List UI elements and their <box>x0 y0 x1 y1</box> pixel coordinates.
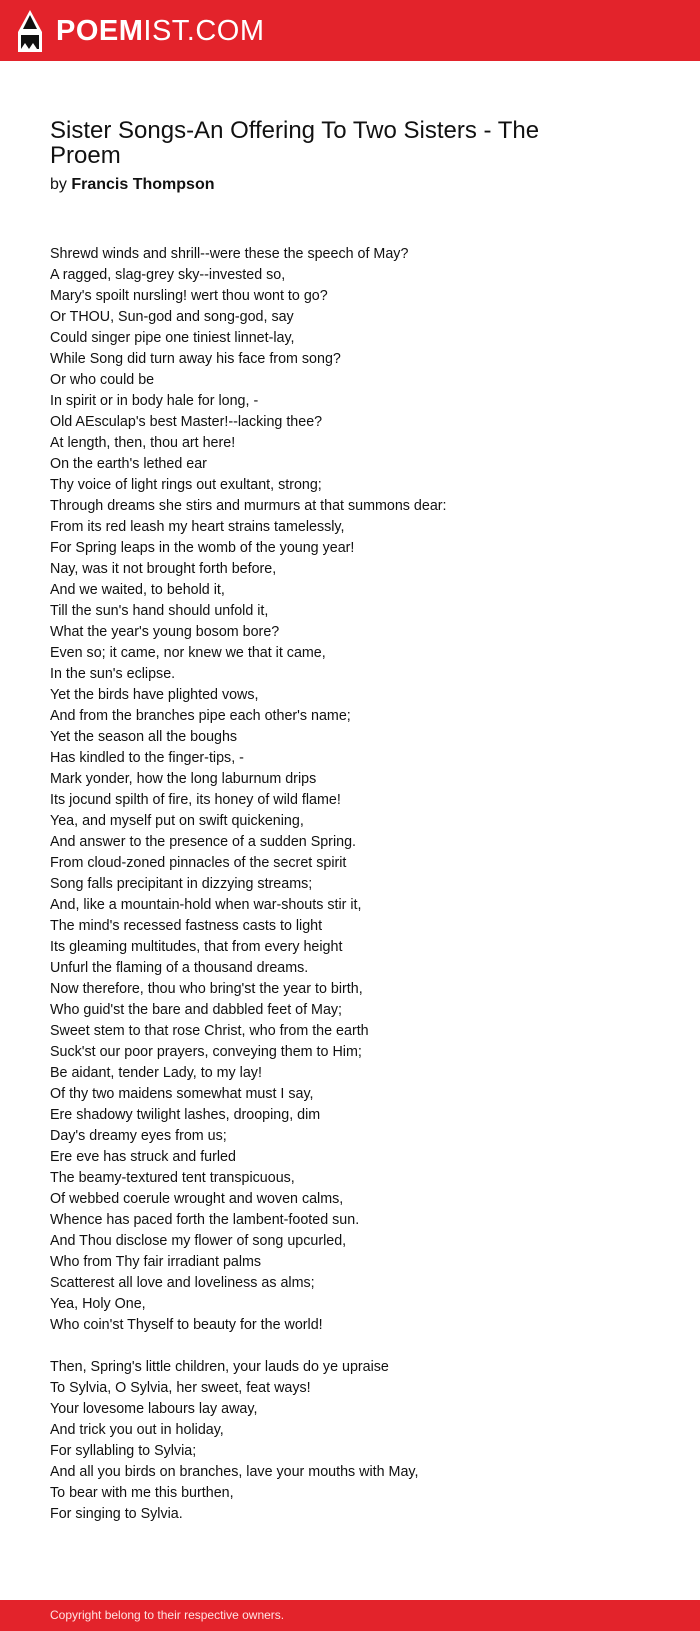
poem-line: For syllabling to Sylvia; <box>50 1443 197 1459</box>
poem-line: A ragged, slag-grey sky--invested so, <box>50 267 286 283</box>
poem-stanza <box>50 244 650 1336</box>
poem-line: From its red leash my heart strains tamelessly, <box>50 519 345 535</box>
poem-line: Suck'st our poor prayers, conveying them to Him; <box>50 1044 362 1060</box>
poem-line: And trick you out in holiday, <box>50 1422 224 1438</box>
poem-line: Or THOU, Sun-god and song-god, say <box>50 309 294 325</box>
poem-line: At length, then, thou art here! <box>50 435 236 451</box>
poem-line: And answer to the presence of a sudden Spring. <box>50 834 356 850</box>
poem-line: Mark yonder, how the long laburnum drips <box>50 771 317 787</box>
poem-line: Sweet stem to that rose Christ, who from the earth <box>50 1023 369 1039</box>
poem-line: And Thou disclose my flower of song upcurled, <box>50 1233 347 1249</box>
poem-line: The beamy-textured tent transpicuous, <box>50 1170 295 1186</box>
poem-line: And all you birds on branches, lave your mouths with May, <box>50 1464 419 1480</box>
poem-line: Of thy two maidens somewhat must I say, <box>50 1086 314 1102</box>
copyright-text: Copyright belong to their respective owners. <box>50 1608 285 1622</box>
poem-line: Yet the season all the boughs <box>50 729 238 745</box>
poem-line: Yet the birds have plighted vows, <box>50 687 259 703</box>
poem-line: Scatterest all love and loveliness as alms; <box>50 1275 315 1291</box>
poem-title: Sister Songs-An Offering To Two Sisters - The Proem <box>50 117 540 169</box>
poem-line: Your lovesome labours lay away, <box>50 1401 258 1417</box>
poem-line: Its jocund spilth of fire, its honey of wild flame! <box>50 792 341 808</box>
poem-line: Ere eve has struck and furled <box>50 1149 236 1165</box>
poem-line: Mary's spoilt nursling! wert thou wont to go? <box>50 288 328 304</box>
poem-line: To Sylvia, O Sylvia, her sweet, feat ways! <box>50 1380 311 1396</box>
brand-name-bold: POEM <box>56 14 144 47</box>
pen-nib-icon <box>18 10 42 52</box>
poem-line: Unfurl the flaming of a thousand dreams. <box>50 960 309 976</box>
poem-line: Who from Thy fair irradiant palms <box>50 1254 262 1270</box>
site-header <box>0 0 700 61</box>
poem-line: Thy voice of light rings out exultant, strong; <box>50 477 322 493</box>
poem-line: To bear with me this burthen, <box>50 1485 234 1501</box>
poem-line: Song falls precipitant in dizzying streams; <box>50 876 313 892</box>
poem-line: Or who could be <box>50 372 155 388</box>
poem-line: Of webbed coerule wrought and woven calms, <box>50 1191 344 1207</box>
author-link[interactable]: Francis Thompson <box>71 176 215 193</box>
poem-line: Shrewd winds and shrill--were these the speech of May? <box>50 246 409 262</box>
byline <box>50 175 610 195</box>
poem-line: The mind's recessed fastness casts to light <box>50 918 323 934</box>
poem-line: Nay, was it not brought forth before, <box>50 561 277 577</box>
poem-line: Old AEsculap's best Master!--lacking thee? <box>50 414 323 430</box>
poem-line: Even so; it came, nor knew we that it came, <box>50 645 326 661</box>
poem-line: What the year's young bosom bore? <box>50 624 280 640</box>
site-logo-link[interactable] <box>18 10 265 52</box>
poem-line: And, like a mountain-hold when war-shouts stir it, <box>50 897 362 913</box>
poem-line: For singing to Sylvia. <box>50 1506 183 1522</box>
poem-line: And we waited, to behold it, <box>50 582 225 598</box>
poem-line: On the earth's lethed ear <box>50 456 207 472</box>
poem-line: While Song did turn away his face from song? <box>50 351 341 367</box>
poem-stanza <box>50 1357 650 1525</box>
poem-line: In spirit or in body hale for long, - <box>50 393 259 409</box>
poem-line: Through dreams she stirs and murmurs at that summons dear: <box>50 498 447 514</box>
site-footer <box>0 1600 700 1631</box>
poem-line: Then, Spring's little children, your lauds do ye upraise <box>50 1359 389 1375</box>
poem-line: Ere shadowy twilight lashes, drooping, dim <box>50 1107 321 1123</box>
poem-line: Whence has paced forth the lambent-footed sun. <box>50 1212 360 1228</box>
brand-name <box>56 14 265 47</box>
poem-line: Has kindled to the finger-tips, - <box>50 750 244 766</box>
poem-header <box>50 118 610 195</box>
poem-line: Till the sun's hand should unfold it, <box>50 603 269 619</box>
poem-line: Now therefore, thou who bring'st the year to birth, <box>50 981 363 997</box>
poem-line: Its gleaming multitudes, that from every height <box>50 939 343 955</box>
poem-line: Day's dreamy eyes from us; <box>50 1128 227 1144</box>
poem-line: For Spring leaps in the womb of the young year! <box>50 540 355 556</box>
poem-line: Who guid'st the bare and dabbled feet of May; <box>50 1002 343 1018</box>
poem-line: Be aidant, tender Lady, to my lay! <box>50 1065 262 1081</box>
poem-line: Could singer pipe one tiniest linnet-lay, <box>50 330 295 346</box>
by-label: by <box>50 176 67 193</box>
poem-line: In the sun's eclipse. <box>50 666 176 682</box>
poem-line: Yea, and myself put on swift quickening, <box>50 813 304 829</box>
poem-line: And from the branches pipe each other's name; <box>50 708 351 724</box>
poem-line: Who coin'st Thyself to beauty for the world! <box>50 1317 323 1333</box>
poem-body <box>50 244 650 1525</box>
poem-line: From cloud-zoned pinnacles of the secret spirit <box>50 855 347 871</box>
poem-line: Yea, Holy One, <box>50 1296 146 1312</box>
brand-name-light: IST.COM <box>143 14 265 47</box>
